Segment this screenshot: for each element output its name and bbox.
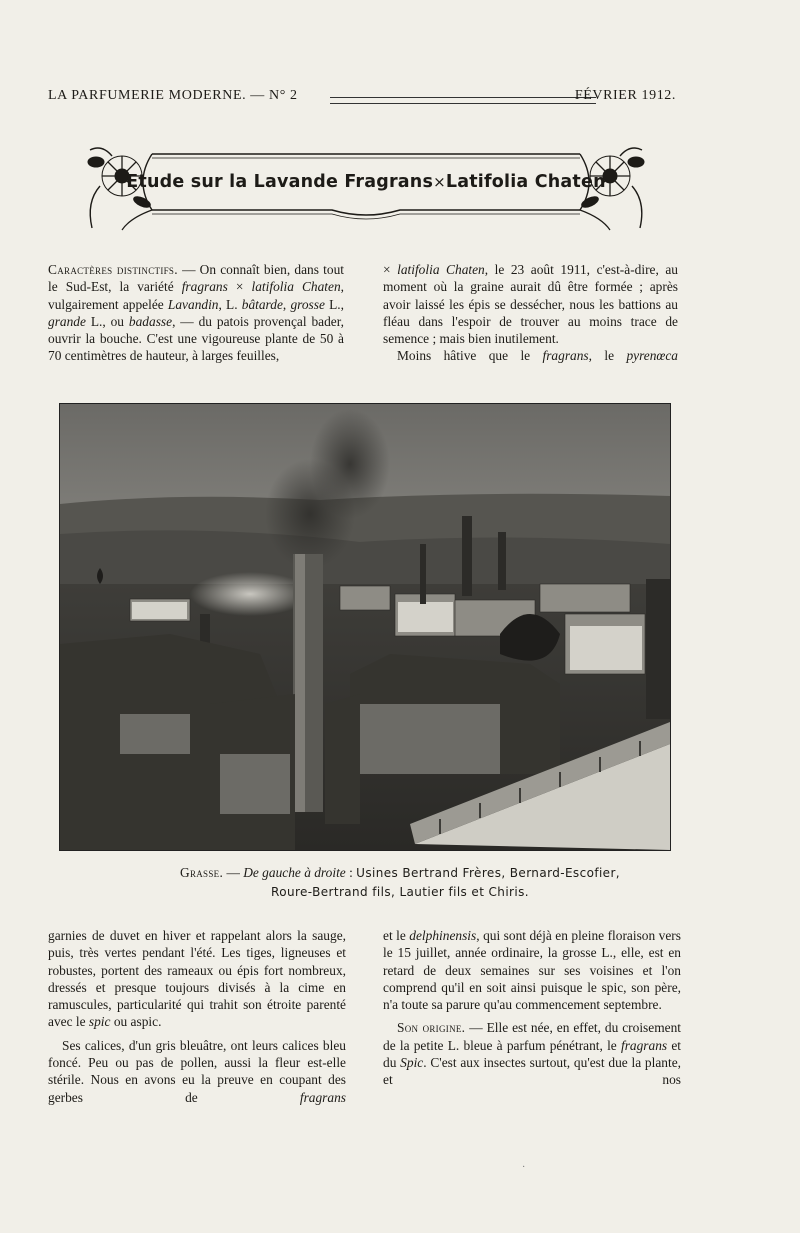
- text-run: latifolia Chaten: [251, 279, 341, 295]
- text-run: . C'est aux insectes surtout, qu'est due la plante, et nos: [383, 1055, 681, 1088]
- text-run: , qui sont déjà en pleine floraison vers le 15 juillet, année ordinaire, la grosse L., elle, est en retard de deux semaines sur ses voisines et l'on comprend qu'il en soit ainsi puisque le spic, son père, n'a toute sa parure qu'au commencement septembre.: [383, 928, 681, 1013]
- caption-factories-1: Usines Bertrand Frères, Bernard-Escofier,: [356, 866, 621, 880]
- column-left-bottom: [48, 927, 346, 1106]
- paragraph-caracteres: [48, 261, 344, 365]
- factory-landscape-image: [60, 404, 670, 850]
- text-run: ,: [282, 296, 291, 312]
- paragraph-floraison: [383, 927, 681, 1013]
- text-run: Ses calices, d'un gris bleuâtre, ont leurs calices bleu foncé. Peu ou pas de pollen, aussi la fleur est-elle stérile. Nous en avons eu la preuve en coupant des gerbes de: [48, 1037, 346, 1105]
- paragraph-tiges: [48, 927, 346, 1031]
- article-title: Etude sur la Lavande Fragrans×Latifolia Chaten: [126, 172, 606, 192]
- issue-date: FÉVRIER 1912.: [574, 88, 676, 103]
- text-run: Moins hâtive que le: [397, 348, 543, 364]
- text-run: ou aspic.: [110, 1014, 162, 1030]
- header-rule: [330, 97, 596, 104]
- text-run: latifolia Chaten: [397, 262, 485, 277]
- text-run: Spic: [400, 1055, 424, 1071]
- text-run: fragrans: [620, 1037, 668, 1053]
- caption-direction: De gauche à droite: [243, 865, 346, 880]
- column-right-bottom: [383, 927, 681, 1089]
- text-run: Caractères distinctifs.: [48, 262, 178, 277]
- text-run: ×: [227, 279, 252, 295]
- journal-title: LA PARFUMERIE MODERNE. — N° 2: [48, 88, 298, 103]
- text-run: — On connaît bien, dans tout le Sud-Est, la variété: [48, 262, 344, 295]
- text-run: spic: [88, 1014, 111, 1030]
- text-run: L., ou: [85, 313, 129, 329]
- text-run: , le: [588, 348, 627, 364]
- text-run: Son origine.: [397, 1020, 466, 1036]
- text-run: et du: [383, 1037, 682, 1071]
- text-run: , vulgairement appelée: [48, 279, 344, 312]
- text-run: Lavandin: [167, 296, 219, 312]
- paragraph-calices: [48, 1037, 346, 1106]
- paragraph-moins-hative: [383, 347, 678, 364]
- caption-place: Grasse.: [179, 865, 224, 880]
- text-run: , L.: [218, 296, 242, 312]
- text-run: fragrans: [181, 279, 228, 295]
- text-run: grande: [48, 313, 86, 329]
- caption-line-1: Grasse. — De gauche à droite : Usines Bertrand Frères, Bernard-Escofier,: [179, 865, 621, 880]
- caption-factories-2: Roure-Bertrand fils, Lautier fils et Chiris.: [271, 885, 529, 899]
- paragraph-battage: [383, 261, 678, 347]
- grasse-factories-photo: [59, 403, 671, 851]
- text-run: badasse: [128, 313, 173, 329]
- running-header: [48, 88, 676, 110]
- text-run: — Elle est née, en effet, du croisement de la petite L. bleue à parfum pénétrant, le: [383, 1020, 681, 1053]
- text-run: bâtarde: [241, 296, 283, 312]
- text-run: , le 23 août 1911, c'est-à-dire, au moment où la graine aurait dû être formée ; après avoir laissé les épis se dessécher, nous les battions au fléau dans l'espoir de trouver au moins trace de semence ; mais bien inutilement.: [383, 262, 679, 347]
- text-run: garnies de duvet en hiver et rappelant alors la sauge, puis, très vertes pendant l'été. Les tiges, ligneuses et robustes, portent des rameaux ou épis fort nombreux, dressés et presque toujours divisés à la cime en ramuscules, particularité qui trahit son étroite parenté avec le: [48, 928, 346, 1030]
- text-run: fragrans: [542, 348, 589, 364]
- print-speck: ·: [522, 1162, 526, 1173]
- paragraph-origine: [383, 1019, 681, 1088]
- text-run: pyrenœca: [626, 348, 678, 364]
- text-run: et le: [383, 928, 410, 943]
- text-run: fragrans: [299, 1089, 346, 1105]
- column-left-top: [48, 261, 344, 365]
- column-right-top: [383, 261, 678, 365]
- article-title-frame: [82, 142, 650, 234]
- text-run: , — du patois provençal bader, ouvrir la bouche. C'est une vigoureuse plante de 50 à 70 centimètres de hauteur, à larges feuilles,: [48, 313, 344, 364]
- text-run: grosse: [290, 296, 325, 312]
- text-run: L.,: [324, 296, 344, 312]
- text-run: ×: [383, 262, 398, 277]
- text-run: delphinensis: [409, 928, 477, 943]
- photo-caption: [40, 863, 760, 902]
